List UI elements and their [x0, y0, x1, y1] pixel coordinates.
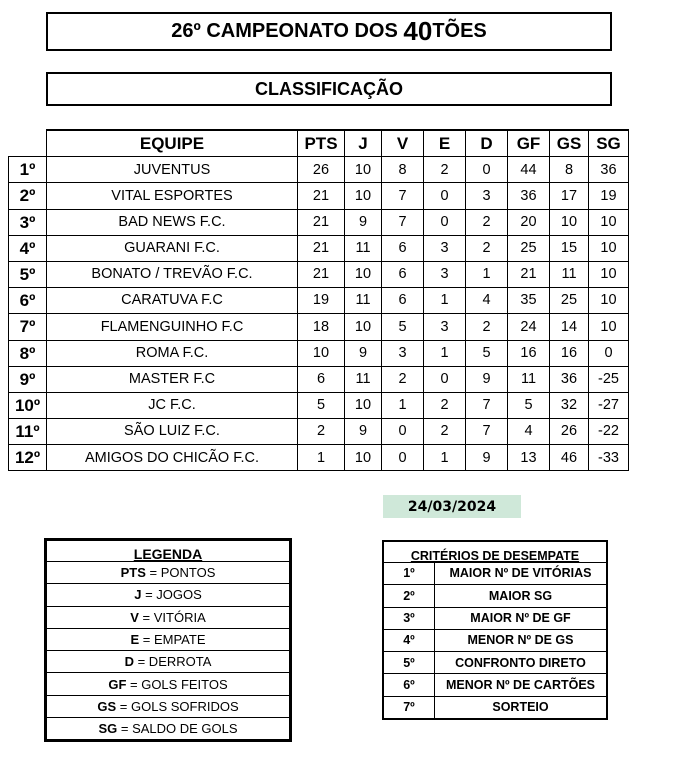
cell-pos: 9º: [9, 366, 47, 392]
col-sg: SG: [589, 130, 629, 157]
cell-v: 0: [382, 445, 424, 471]
cell-team: JUVENTUS: [47, 157, 298, 183]
cell-gf: 44: [508, 157, 550, 183]
cell-e: 0: [424, 366, 466, 392]
cell-sg: 10: [589, 261, 629, 287]
cell-sg: 10: [589, 288, 629, 314]
table-row: [9, 392, 629, 418]
cell-v: 7: [382, 209, 424, 235]
legend-cell: [46, 673, 291, 695]
legend-item: [46, 695, 291, 717]
cell-e: 3: [424, 235, 466, 261]
legend-abbr: SG: [98, 721, 118, 737]
cell-e: 1: [424, 288, 466, 314]
legend-text: = JOGOS: [141, 587, 202, 603]
legend-text: = DERROTA: [133, 654, 212, 670]
page-title: [46, 12, 612, 51]
cell-e: 3: [424, 261, 466, 287]
cell-sg: 10: [589, 235, 629, 261]
legend-abbr: GS: [97, 698, 117, 714]
legend-cell: [46, 628, 291, 650]
criteria-text: MENOR Nº DE CARTÕES: [435, 674, 608, 696]
cell-gs: 46: [550, 445, 589, 471]
cell-d: 0: [466, 157, 508, 183]
cell-team: VITAL ESPORTES: [47, 183, 298, 209]
criteria-item: [383, 674, 607, 696]
cell-d: 7: [466, 419, 508, 445]
cell-j: 10: [345, 261, 382, 287]
cell-j: 11: [345, 366, 382, 392]
legend-item: [46, 606, 291, 628]
cell-v: 1: [382, 392, 424, 418]
cell-j: 9: [345, 340, 382, 366]
cell-gs: 10: [550, 209, 589, 235]
cell-d: 3: [466, 183, 508, 209]
cell-v: 0: [382, 419, 424, 445]
criteria-pos: 1º: [383, 563, 435, 585]
legend-text: = PONTOS: [145, 565, 216, 581]
legend-cell: [46, 562, 291, 584]
cell-j: 10: [345, 392, 382, 418]
cell-pos: 6º: [9, 288, 47, 314]
criteria-pos: 5º: [383, 652, 435, 674]
criteria-text: CONFRONTO DIRETO: [435, 652, 608, 674]
criteria-item: [383, 607, 607, 629]
criteria-text: SORTEIO: [435, 696, 608, 719]
cell-gs: 36: [550, 366, 589, 392]
title-prefix: 26º CAMPEONATO DOS: [171, 20, 404, 42]
cell-e: 2: [424, 392, 466, 418]
table-row: [9, 419, 629, 445]
cell-gs: 8: [550, 157, 589, 183]
cell-d: 9: [466, 366, 508, 392]
cell-j: 10: [345, 314, 382, 340]
standings-header-row: [9, 130, 629, 157]
cell-j: 9: [345, 209, 382, 235]
cell-d: 1: [466, 261, 508, 287]
criteria-item: [383, 563, 607, 585]
cell-j: 10: [345, 157, 382, 183]
cell-team: AMIGOS DO CHICÃO F.C.: [47, 445, 298, 471]
cell-pts: 26: [298, 157, 345, 183]
cell-d: 7: [466, 392, 508, 418]
table-row: [9, 235, 629, 261]
cell-pos: 5º: [9, 261, 47, 287]
update-date: 24/03/2024: [383, 495, 521, 518]
cell-v: 6: [382, 235, 424, 261]
legend-abbr: V: [130, 609, 139, 625]
criteria-item: [383, 696, 607, 719]
cell-pts: 1: [298, 445, 345, 471]
col-gs: GS: [550, 130, 589, 157]
cell-team: JC F.C.: [47, 392, 298, 418]
table-row: [9, 157, 629, 183]
section-title: CLASSIFICAÇÃO: [46, 72, 612, 106]
cell-e: 3: [424, 314, 466, 340]
cell-gf: 13: [508, 445, 550, 471]
col-team: EQUIPE: [47, 130, 298, 157]
cell-pts: 18: [298, 314, 345, 340]
table-row: [9, 445, 629, 471]
cell-pts: 21: [298, 209, 345, 235]
table-row: [9, 288, 629, 314]
cell-sg: -22: [589, 419, 629, 445]
cell-gs: 17: [550, 183, 589, 209]
cell-e: 1: [424, 445, 466, 471]
title-suffix: TÕES: [432, 20, 487, 42]
legend-item: [46, 673, 291, 695]
legend-cell: [46, 651, 291, 673]
cell-pos: 12º: [9, 445, 47, 471]
cell-sg: 10: [589, 314, 629, 340]
cell-sg: 0: [589, 340, 629, 366]
cell-e: 1: [424, 340, 466, 366]
legend-item: [46, 651, 291, 673]
legend-cell: [46, 695, 291, 717]
cell-v: 5: [382, 314, 424, 340]
cell-e: 0: [424, 209, 466, 235]
table-row: [9, 314, 629, 340]
cell-sg: -27: [589, 392, 629, 418]
cell-team: SÃO LUIZ F.C.: [47, 419, 298, 445]
cell-team: BONATO / TREVÃO F.C.: [47, 261, 298, 287]
cell-pos: 4º: [9, 235, 47, 261]
criteria-item: [383, 652, 607, 674]
legend-abbr: E: [130, 632, 140, 648]
cell-pts: 21: [298, 235, 345, 261]
legend-item: [46, 562, 291, 584]
cell-v: 8: [382, 157, 424, 183]
criteria-item: [383, 585, 607, 607]
criteria-title: CRITÉRIOS DE DESEMPATE: [383, 541, 607, 563]
cell-sg: 10: [589, 209, 629, 235]
col-j: J: [345, 130, 382, 157]
table-row: [9, 261, 629, 287]
cell-pts: 10: [298, 340, 345, 366]
legend-cell: [46, 606, 291, 628]
title-number: 40: [403, 16, 433, 46]
cell-sg: 19: [589, 183, 629, 209]
legend-cell: [46, 718, 291, 741]
criteria-pos: 3º: [383, 607, 435, 629]
table-row: [9, 340, 629, 366]
cell-pos: 7º: [9, 314, 47, 340]
cell-pos: 11º: [9, 419, 47, 445]
legend-text: = SALDO DE GOLS: [117, 721, 238, 737]
criteria-text: MAIOR Nº DE VITÓRIAS: [435, 563, 608, 585]
cell-gs: 15: [550, 235, 589, 261]
cell-gf: 21: [508, 261, 550, 287]
legend-item: [46, 718, 291, 741]
criteria-text: MENOR Nº DE GS: [435, 629, 608, 651]
cell-team: MASTER F.C: [47, 366, 298, 392]
cell-v: 2: [382, 366, 424, 392]
cell-d: 5: [466, 340, 508, 366]
cell-pos: 2º: [9, 183, 47, 209]
cell-gf: 16: [508, 340, 550, 366]
cell-e: 2: [424, 157, 466, 183]
cell-team: GUARANI F.C.: [47, 235, 298, 261]
table-row: [9, 366, 629, 392]
col-v: V: [382, 130, 424, 157]
standings-table: [8, 129, 629, 471]
legend-abbr: GF: [108, 676, 127, 692]
cell-v: 6: [382, 261, 424, 287]
cell-gs: 11: [550, 261, 589, 287]
col-gf: GF: [508, 130, 550, 157]
cell-j: 11: [345, 288, 382, 314]
cell-d: 2: [466, 209, 508, 235]
criteria-item: [383, 629, 607, 651]
cell-gs: 25: [550, 288, 589, 314]
legend-abbr: D: [124, 654, 134, 670]
criteria-pos: 7º: [383, 696, 435, 719]
cell-team: ROMA F.C.: [47, 340, 298, 366]
cell-e: 0: [424, 183, 466, 209]
cell-e: 2: [424, 419, 466, 445]
legend-table: [44, 538, 292, 742]
legend-text: = GOLS SOFRIDOS: [116, 698, 239, 714]
cell-v: 3: [382, 340, 424, 366]
legend-abbr: PTS: [120, 565, 146, 581]
cell-v: 7: [382, 183, 424, 209]
criteria-pos: 4º: [383, 629, 435, 651]
cell-gs: 32: [550, 392, 589, 418]
legend-cell: [46, 584, 291, 606]
cell-pos: 10º: [9, 392, 47, 418]
cell-gf: 11: [508, 366, 550, 392]
legend-item: [46, 628, 291, 650]
cell-pts: 5: [298, 392, 345, 418]
cell-sg: -33: [589, 445, 629, 471]
criteria-pos: 6º: [383, 674, 435, 696]
cell-j: 10: [345, 183, 382, 209]
cell-team: FLAMENGUINHO F.C: [47, 314, 298, 340]
cell-gf: 25: [508, 235, 550, 261]
table-row: [9, 183, 629, 209]
cell-pts: 19: [298, 288, 345, 314]
corner-cell: [9, 130, 47, 157]
col-d: D: [466, 130, 508, 157]
cell-sg: -25: [589, 366, 629, 392]
cell-d: 2: [466, 314, 508, 340]
cell-team: CARATUVA F.C: [47, 288, 298, 314]
table-row: [9, 209, 629, 235]
cell-pos: 3º: [9, 209, 47, 235]
cell-j: 11: [345, 235, 382, 261]
legend-item: [46, 584, 291, 606]
cell-gf: 4: [508, 419, 550, 445]
cell-pos: 8º: [9, 340, 47, 366]
cell-gf: 36: [508, 183, 550, 209]
criteria-text: MAIOR SG: [435, 585, 608, 607]
cell-d: 4: [466, 288, 508, 314]
legend-text: = GOLS FEITOS: [126, 676, 228, 692]
cell-pts: 21: [298, 183, 345, 209]
cell-d: 9: [466, 445, 508, 471]
cell-sg: 36: [589, 157, 629, 183]
tiebreak-criteria-table: [382, 540, 608, 720]
criteria-text: MAIOR Nº DE GF: [435, 607, 608, 629]
cell-j: 9: [345, 419, 382, 445]
legend-text: = VITÓRIA: [138, 609, 206, 625]
legend-title: LEGENDA: [46, 540, 291, 562]
cell-pts: 2: [298, 419, 345, 445]
criteria-pos: 2º: [383, 585, 435, 607]
cell-pts: 21: [298, 261, 345, 287]
legend-text: = EMPATE: [139, 632, 206, 648]
cell-pts: 6: [298, 366, 345, 392]
cell-gs: 16: [550, 340, 589, 366]
cell-pos: 1º: [9, 157, 47, 183]
cell-gf: 35: [508, 288, 550, 314]
cell-j: 10: [345, 445, 382, 471]
cell-gs: 14: [550, 314, 589, 340]
cell-v: 6: [382, 288, 424, 314]
col-e: E: [424, 130, 466, 157]
cell-team: BAD NEWS F.C.: [47, 209, 298, 235]
col-pts: PTS: [298, 130, 345, 157]
cell-gs: 26: [550, 419, 589, 445]
legend-abbr: J: [134, 587, 142, 603]
cell-d: 2: [466, 235, 508, 261]
cell-gf: 20: [508, 209, 550, 235]
cell-gf: 5: [508, 392, 550, 418]
cell-gf: 24: [508, 314, 550, 340]
